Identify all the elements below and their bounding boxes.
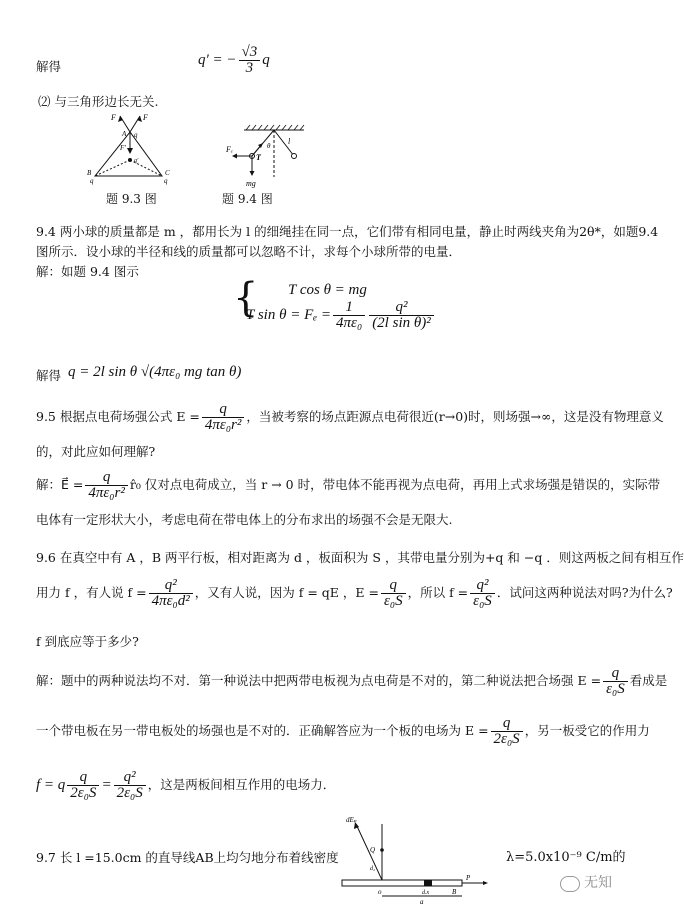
chat-bubble-icon — [560, 876, 580, 892]
problem-9-6-line1: 9.6 在真空中有 A ，B 两平行板，相对距离为 d ，板面积为 S ，其带电量分别为+q 和 −q ．则这两板之间有相互作 — [36, 550, 684, 565]
svg-text:T: T — [256, 153, 261, 162]
svg-text:q: q — [134, 131, 138, 139]
solution-9-5-line2: 电体有一定形状大小，考虑电荷在带电体上的分布求出的场强不会是无限大. — [36, 512, 453, 527]
svg-text:Fₑ: Fₑ — [226, 145, 233, 154]
svg-text:q: q — [90, 177, 94, 185]
svg-text:mg: mg — [246, 179, 256, 188]
svg-text:B: B — [87, 169, 92, 177]
problem-9-4-line1: 9.4 两小球的质量都是 m ，都用长为 l 的细绳挂在同一点，它们带有相同电量，静止时两线夹角为2θ*，如题9.4 — [36, 224, 659, 239]
brace: { — [233, 275, 259, 321]
caption-9-4: 题 9.4 图 — [222, 192, 273, 206]
problem-9-6-line3: f 到底应等于多少? — [36, 634, 139, 649]
problem-9-5-line1: 9.5 根据点电荷场强公式 E = $\frac{q}{\text{4πε₀r²}}$ ，当被考察的场点距源点电荷很近(r→0)时，则场强→∞，这是没有物理意义 — [36, 401, 664, 433]
svg-text:d₂: d₂ — [370, 866, 376, 872]
svg-text:l: l — [288, 137, 291, 146]
svg-text:P: P — [466, 874, 471, 882]
svg-text:q: q — [164, 177, 168, 185]
figure-9-7 — [338, 810, 488, 905]
svg-text:o: o — [378, 888, 382, 896]
result-equation: q = 2l sin θ √(4πε₀ mg tan θ) — [68, 364, 242, 380]
figure-9-4 — [222, 122, 312, 192]
svg-text:dEₚ: dEₚ — [346, 816, 357, 824]
watermark: 无知 — [560, 872, 612, 892]
svg-text:q′: q′ — [134, 158, 139, 164]
dx-element — [424, 880, 432, 886]
solution-9-5-line1: 解：E⃗ = $\frac{q}{\text{4πε₀r²}}$ r̂₀ 仅对点电荷成立，当 r → 0 时，带电体不能再视为点电荷，再用上式求场强是错误的，实际带 — [36, 469, 661, 501]
solution-9-6-line1: 解：题中的两种说法均不对．第一种说法中把两带电板视为点电荷是不对的，第二种说法把合场强 E = $\frac{q}{\text{ε₀S}}$ 看成是 — [36, 665, 668, 697]
problem-9-7-text: 9.7 长 l =15.0cm 的直导线AB上均匀地分布着线密度 — [36, 850, 339, 865]
svg-text:B: B — [452, 888, 457, 896]
result-label: 解得 — [36, 368, 62, 383]
svg-text:d.x: d.x — [422, 890, 430, 896]
svg-text:F′: F′ — [120, 144, 126, 152]
svg-text:a: a — [420, 898, 424, 905]
lambda-density: λ=5.0x10⁻⁹ C/m的 — [506, 850, 626, 865]
problem-9-6-line2: 用力 f ，有人说 f = $\frac{\text{q²}}{\text{4πε₀d²}}$ ，又有人说，因为 f = qE ，E = $\frac{q}{\text{ε₀S}}$ ，所以 f = $\frac{\text{q²}}{\text{ε₀S}}$ ．试问这两种说法对吗?为什么? — [36, 577, 673, 609]
caption-9-3: 题 9.3 图 — [106, 192, 157, 206]
solution-9-6-line2: 一个带电板在另一带电板处的场强也是不对的．正确解答应为一个板的电场为 E = $\frac{q}{\text{2ε₀S}}$ ，另一板受它的作用力 — [36, 715, 650, 747]
solution-9-6-line3: f = q $\frac{q}{\text{2ε₀S}}$ = $\frac{\text{q²}}{\text{2ε₀S}}$ ，这是两板间相互作用的电场力． — [36, 769, 336, 801]
svg-text:θ: θ — [267, 142, 271, 150]
problem-9-5-line2: 的，对此应如何理解? — [36, 444, 156, 459]
figure-9-3 — [80, 112, 180, 184]
label-F1: F — [111, 113, 116, 122]
solution-9-4-label: 解：如题 9.4 图示 — [36, 264, 139, 279]
svg-text:A: A — [122, 130, 127, 138]
problem-9-4-line2: 图所示．设小球的半径和线的质量都可以忽略不计，求每个小球所带的电量． — [36, 244, 462, 259]
item-2-text: ⑵ 与三角形边长无关. — [38, 94, 159, 109]
equation-tcos: T cos θ = mg — [288, 282, 367, 298]
equation-tsin: T sin θ = Fₑ = $\frac{1}{\text{4πε₀}}$ $\frac{\text{q²}}{\text{(2l sin θ)²}}$ — [246, 300, 436, 331]
right-ball — [292, 154, 297, 159]
label-F2: F — [143, 113, 148, 122]
svg-text:C: C — [165, 169, 170, 177]
solve-label: 解得 — [36, 59, 62, 74]
svg-text:Q: Q — [370, 846, 376, 854]
equation-q-prime: q′ = − $\frac{√3}{3}$ q — [198, 44, 270, 76]
